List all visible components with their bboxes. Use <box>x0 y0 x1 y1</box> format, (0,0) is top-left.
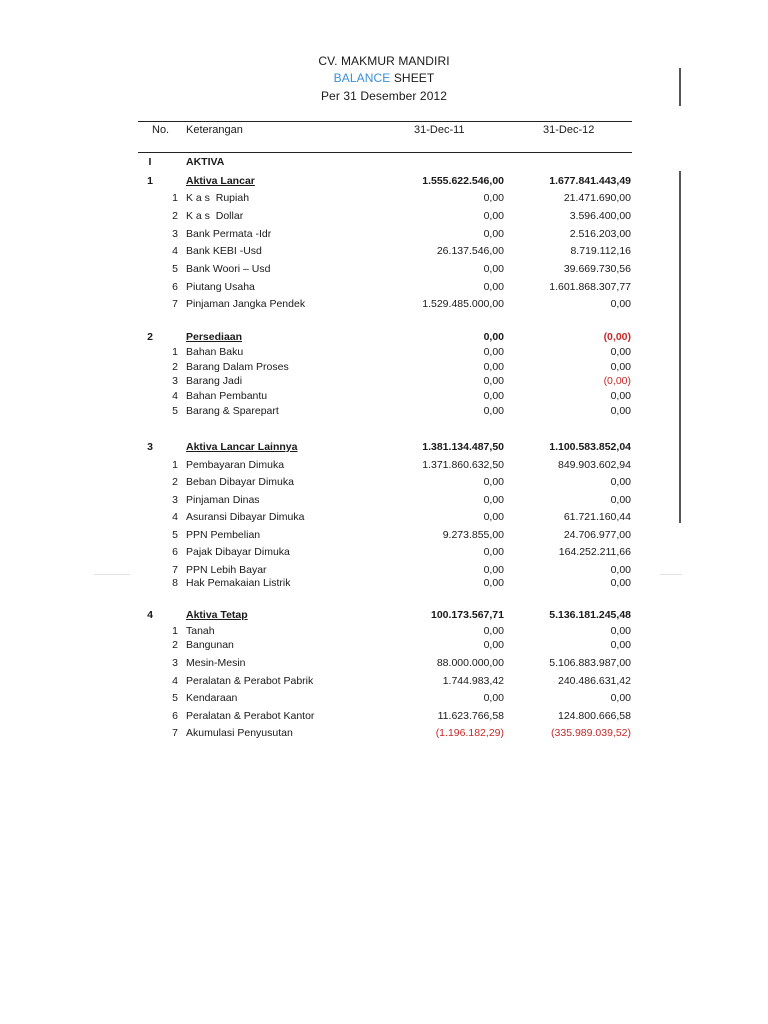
item-value-2011: 0,00 <box>483 692 504 704</box>
item-number: 1 <box>172 346 178 358</box>
section-roman: I <box>148 156 152 168</box>
item-number: 4 <box>172 511 178 523</box>
table-row <box>0 528 768 542</box>
item-label: Barang Jadi <box>186 375 243 387</box>
item-label: Pajak Dibayar Dimuka <box>186 546 290 558</box>
table-row <box>0 374 768 388</box>
table-row <box>0 244 768 258</box>
item-value-2011: 0,00 <box>483 564 504 576</box>
item-value-2011: 88.000.000,00 <box>436 657 504 669</box>
item-value-2012: 0,00 <box>610 405 631 417</box>
item-value-2011: 0,00 <box>483 281 504 293</box>
item-number: 1 <box>172 625 178 637</box>
item-value-2011: 1.371.860.632,50 <box>422 459 504 471</box>
item-value-2011: 1.529.485.000,00 <box>422 298 504 310</box>
item-value-2012: 0,00 <box>610 564 631 576</box>
item-value-2012: 3.596.400,00 <box>569 210 631 222</box>
table-row <box>0 227 768 241</box>
item-label: Mesin-Mesin <box>186 657 246 669</box>
table-row <box>0 726 768 740</box>
item-label: Akumulasi Penyusutan <box>186 727 293 739</box>
item-number: 5 <box>172 263 178 275</box>
table-row <box>0 656 768 670</box>
item-label: Pembayaran Dimuka <box>186 459 285 471</box>
item-label: Bank KEBI -Usd <box>186 245 262 257</box>
group-number: 2 <box>147 331 153 343</box>
item-label: Beban Dibayar Dimuka <box>186 476 294 488</box>
item-value-2011: 0,00 <box>483 546 504 558</box>
item-value-2012: 24.706.977,00 <box>563 529 631 541</box>
item-number: 5 <box>172 692 178 704</box>
group-value-2012: (0,00) <box>603 331 631 343</box>
table-row <box>0 638 768 652</box>
item-label: K a s Dollar <box>186 210 244 222</box>
item-number: 6 <box>172 710 178 722</box>
item-number: 3 <box>172 375 178 387</box>
item-label: Tanah <box>186 625 215 637</box>
table-row <box>0 389 768 403</box>
table-row <box>0 191 768 205</box>
item-number: 1 <box>172 192 178 204</box>
item-value-2011: 0,00 <box>483 192 504 204</box>
col-header-2012: 31-Dec-12 <box>543 124 595 136</box>
table-row <box>0 674 768 688</box>
item-value-2011: 0,00 <box>483 625 504 637</box>
group-value-2012: 1.100.583.852,04 <box>549 441 631 453</box>
item-value-2012: 0,00 <box>610 692 631 704</box>
item-value-2011: 0,00 <box>483 228 504 240</box>
item-value-2011: 0,00 <box>483 263 504 275</box>
item-label: Barang & Sparepart <box>186 405 279 417</box>
item-value-2011: 0,00 <box>483 577 504 589</box>
group-title: Aktiva Tetap <box>186 609 248 621</box>
item-label: Bahan Baku <box>186 346 244 358</box>
item-number: 2 <box>172 639 178 651</box>
item-value-2012: 2.516.203,00 <box>569 228 631 240</box>
table-row <box>0 262 768 276</box>
item-value-2011: 0,00 <box>483 639 504 651</box>
item-value-2011: 11.623.766,58 <box>437 710 504 722</box>
table-row <box>0 280 768 294</box>
item-number: 1 <box>172 459 178 471</box>
item-number: 7 <box>172 564 178 576</box>
item-value-2011: 0,00 <box>483 476 504 488</box>
group-title: Aktiva Lancar <box>186 175 255 187</box>
group-title: Aktiva Lancar Lainnya <box>186 441 298 453</box>
item-label: Hak Pemakaian Listrik <box>186 577 291 589</box>
section-row-aktiva <box>0 155 768 169</box>
item-value-2012: 0,00 <box>610 298 631 310</box>
item-number: 5 <box>172 529 178 541</box>
item-value-2012: 0,00 <box>610 639 631 651</box>
item-value-2012: 164.252.211,66 <box>558 546 631 558</box>
item-number: 4 <box>172 245 178 257</box>
item-number: 4 <box>172 390 178 402</box>
header-top-rule <box>138 121 632 122</box>
item-label: Bahan Pembantu <box>186 390 268 402</box>
item-value-2011: 0,00 <box>483 494 504 506</box>
item-number: 4 <box>172 675 178 687</box>
item-value-2012: (335.989.039,52) <box>551 727 631 739</box>
item-value-2011: (1.196.182,29) <box>435 727 504 739</box>
table-row <box>0 545 768 559</box>
item-number: 7 <box>172 727 178 739</box>
item-label: PPN Pembelian <box>186 529 261 541</box>
item-number: 3 <box>172 494 178 506</box>
item-label: Bank Permata -Idr <box>186 228 272 240</box>
group-title: Persediaan <box>186 331 243 343</box>
item-value-2011: 0,00 <box>483 210 504 222</box>
item-value-2012: 0,00 <box>610 346 631 358</box>
report-title-rest: SHEET <box>390 71 435 85</box>
item-value-2012: 0,00 <box>610 390 631 402</box>
item-value-2012: 0,00 <box>610 494 631 506</box>
table-row <box>0 691 768 705</box>
item-value-2012: 0,00 <box>610 361 631 373</box>
group-number: 3 <box>147 441 153 453</box>
item-value-2012: 124.800.666,58 <box>558 710 631 722</box>
item-label: Piutang Usaha <box>186 281 255 293</box>
item-label: Peralatan & Perabot Kantor <box>186 710 315 722</box>
item-value-2011: 26.137.546,00 <box>436 245 504 257</box>
item-number: 2 <box>172 361 178 373</box>
item-value-2012: 0,00 <box>610 577 631 589</box>
item-value-2012: 39.669.730,56 <box>563 263 631 275</box>
item-number: 5 <box>172 405 178 417</box>
group-row-aktiva-lancar-lainnya <box>0 440 768 454</box>
item-number: 7 <box>172 298 178 310</box>
item-number: 2 <box>172 476 178 488</box>
group-number: 4 <box>147 609 153 621</box>
item-number: 6 <box>172 546 178 558</box>
group-row-aktiva-lancar <box>0 174 768 188</box>
group-value-2011: 100.173.567,71 <box>431 609 504 621</box>
page-edge-mark-top <box>679 68 681 106</box>
table-row <box>0 345 768 359</box>
table-row <box>0 563 768 577</box>
group-value-2011: 1.381.134.487,50 <box>422 441 504 453</box>
item-value-2012: (0,00) <box>603 375 631 387</box>
table-row <box>0 493 768 507</box>
item-label: Barang Dalam Proses <box>186 361 289 373</box>
item-label: K a s Rupiah <box>186 192 250 204</box>
item-value-2011: 0,00 <box>483 511 504 523</box>
col-header-2011: 31-Dec-11 <box>414 124 465 136</box>
item-value-2011: 9.273.855,00 <box>442 529 504 541</box>
item-value-2012: 0,00 <box>610 625 631 637</box>
item-number: 6 <box>172 281 178 293</box>
item-value-2012: 21.471.690,00 <box>563 192 631 204</box>
report-title <box>0 71 768 85</box>
table-row <box>0 709 768 723</box>
group-row-aktiva-tetap <box>0 608 768 622</box>
item-value-2012: 61.721.160,44 <box>563 511 631 523</box>
item-label: Bangunan <box>186 639 234 651</box>
item-label: Pinjaman Dinas <box>186 494 260 506</box>
item-value-2011: 1.744.983,42 <box>442 675 504 687</box>
item-value-2012: 849.903.602,94 <box>558 459 631 471</box>
group-number: 1 <box>147 175 153 187</box>
item-number: 3 <box>172 657 178 669</box>
item-value-2012: 8.719.112,16 <box>570 245 631 257</box>
table-row <box>0 404 768 418</box>
item-label: Bank Woori – Usd <box>186 263 271 275</box>
item-value-2012: 0,00 <box>610 476 631 488</box>
item-label: Asuransi Dibayar Dimuka <box>186 511 305 523</box>
report-period: Per 31 Desember 2012 <box>320 89 448 103</box>
table-row <box>0 458 768 472</box>
item-number: 8 <box>172 577 178 589</box>
company-name: CV. MAKMUR MANDIRI <box>318 54 450 68</box>
group-value-2012: 1.677.841.443,49 <box>549 175 631 187</box>
table-row <box>0 209 768 223</box>
item-value-2011: 0,00 <box>483 375 504 387</box>
group-row-persediaan <box>0 330 768 344</box>
table-row <box>0 475 768 489</box>
item-value-2011: 0,00 <box>483 361 504 373</box>
group-value-2012: 5.136.181.245,48 <box>549 609 631 621</box>
table-row <box>0 360 768 374</box>
item-label: PPN Lebih Bayar <box>186 564 267 576</box>
item-value-2012: 1.601.868.307,77 <box>549 281 631 293</box>
col-header-no: No. <box>152 124 170 136</box>
table-row <box>0 576 768 590</box>
item-value-2011: 0,00 <box>483 405 504 417</box>
table-row <box>0 510 768 524</box>
item-number: 2 <box>172 210 178 222</box>
item-label: Pinjaman Jangka Pendek <box>186 298 306 310</box>
header-bottom-rule <box>138 152 632 153</box>
col-header-description: Keterangan <box>186 124 243 136</box>
item-number: 3 <box>172 228 178 240</box>
item-value-2012: 5.106.883.987,00 <box>549 657 631 669</box>
table-row <box>0 624 768 638</box>
report-title-accent: BALANCE <box>333 71 391 85</box>
section-title: AKTIVA <box>186 156 225 168</box>
item-value-2011: 0,00 <box>483 390 504 402</box>
group-value-2011: 0,00 <box>483 331 504 343</box>
item-label: Kendaraan <box>186 692 238 704</box>
item-value-2011: 0,00 <box>483 346 504 358</box>
table-row <box>0 297 768 311</box>
item-value-2012: 240.486.631,42 <box>558 675 631 687</box>
group-value-2011: 1.555.622.546,00 <box>422 175 504 187</box>
item-label: Peralatan & Perabot Pabrik <box>186 675 314 687</box>
